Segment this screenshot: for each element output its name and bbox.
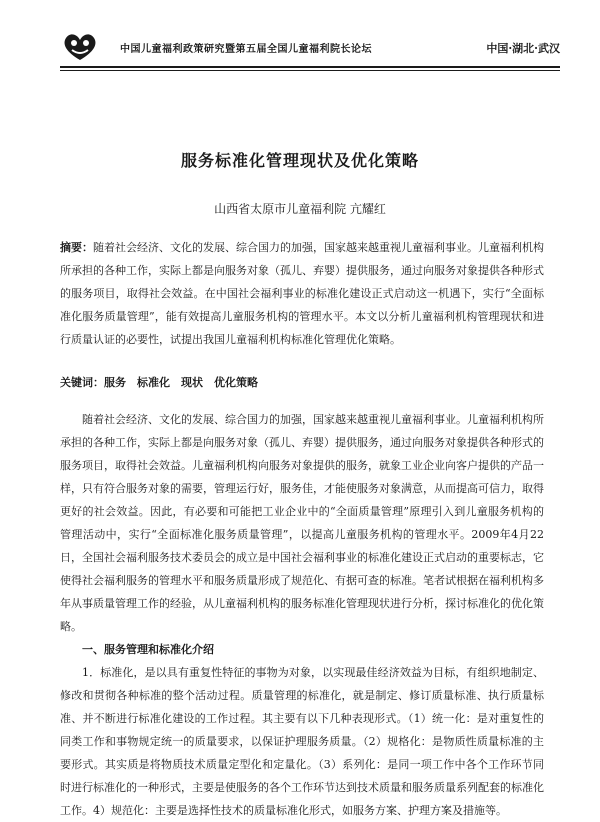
author-line: 山西省太原市儿童福利院 亢耀红 (214, 202, 386, 216)
keywords-label: 关键词： (60, 376, 104, 389)
article-body (60, 408, 544, 822)
section-paragraph: 1．标准化，是以具有重复性特征的事物为对象，以实现最佳经济效益为目标，有组织地制定、修改和贯彻各种标准的整个活动过程。质量管理的标准化，就是制定、修订质量标准、执行质量标准、并不断进行标准化建设的工作过程。其主要有以下几种表现形式。（1）统一化：是对重复性的同类工作和事物规定统一的质量要求，以保证护理服务质量。（2）规格化：是物质性质量标准的主要形式。其实质是将物质技术质量定型化和定量化。（3）系列化：是同一项工作中各个工作环节同时进行标准化的一种形式，主要是使服务的各个工作环节达到技术质量和服务质量系列配套的标准化工作。4）规范化：主要是选择性技术的质量标准化形式，如服务方案、护理方案及措施等。 (60, 666, 544, 817)
article-title: 服务标准化管理现状及优化策略 (180, 151, 419, 170)
page-header (60, 30, 560, 66)
abstract-label: 摘要： (60, 241, 93, 254)
keywords (60, 374, 544, 390)
conference-location: 中国·湖北·武汉 (486, 42, 560, 55)
header-rule-thin (60, 70, 560, 71)
abstract (60, 236, 544, 351)
running-head: 中国儿童福利政策研究暨第五届全国儿童福利院长论坛 (120, 44, 372, 55)
conference-logo-icon (60, 30, 100, 66)
header-rule (60, 66, 560, 68)
intro-paragraph: 随着社会经济、文化的发展、综合国力的加强，国家越来越重视儿童福利事业。儿童福利机构所承担的各种工作，实际上都是向服务对象（孤儿、弃婴）提供服务，通过向服务对象提供各种形式的服务项目，取得社会效益。儿童福利机构向服务对象提供的服务，就象工业企业向客户提供的产品一样，只有符合服务对象的需要，管理运行好，服务佳，才能使服务对象满意，从而提高可信力，取得更好的社会效益。因此，有必要和可能把工业企业中的“全面质量管理”原理引入到儿童服务机构的管理活动中，实行“全面标准化服务质量管理”，以提高儿童服务机构的管理水平。2009年4月22日，全国社会福利服务技术委员会的成立是中国社会福利事业的标准化建设正式启动的重要标志，它使得社会福利服务的管理水平和服务质量形成了规范化、有据可查的标准。笔者试根据在福利机构多年从事质量管理工作的经验，从儿童福利机构的服务标准化管理现状进行分析，探讨标准化的优化策略。 (60, 413, 544, 633)
abstract-text: 随着社会经济、文化的发展、综合国力的加强，国家越来越重视儿童福利事业。儿童福利机构所承担的各种工作，实际上都是向服务对象（孤儿、弃婴）提供服务，通过向服务对象提供各种形式的服务项目，取得社会效益。在中国社会福利事业的标准化建设正式启动这一机遇下，实行“全面标准化服务质量管理”，能有效提高儿童服务机构的管理水平。本文以分析儿童福利机构管理现状和进行质量认证的必要性，试提出我国儿童福利机构标准化管理优化策略。 (60, 241, 544, 346)
section-heading: 一、服务管理和标准化介绍 (82, 643, 214, 656)
keywords-text: 服务 标准化 现状 优化策略 (104, 376, 258, 389)
